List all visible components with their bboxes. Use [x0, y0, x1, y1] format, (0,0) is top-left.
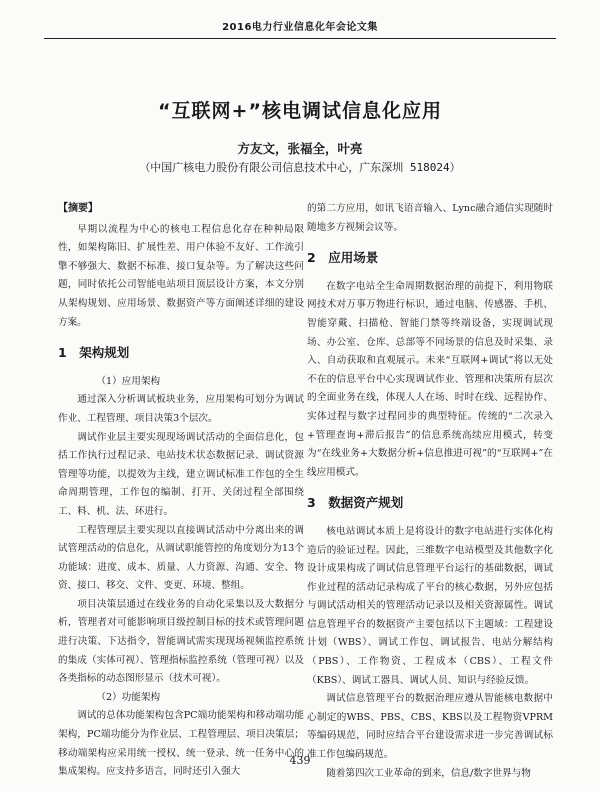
page-number: 439 [289, 754, 311, 767]
subsection-function-architecture: （2）功能架构 [96, 691, 161, 703]
section-2-heading: 2 应用场景 [307, 250, 379, 266]
section-2-paragraph: 在数字电站全生命周期数据治理的前提下，利用物联网技术对万事万物进行标识，通过电脑、传感器、手机、智能穿戴、扫描枪、智能门禁等终端设备，实现调试现场、办公室、仓库、总部等不同场景的信息及时采集、录入、自动获取和直观展示。未来“互联网+调试”将以无处不在的信息平台中心实现调试作业、管理和决策所有层次的全面业务在线，体现人人在场、时时在线、远程协作、实体过程与数字过程同步的典型特征。传统的“二次录入+管理查询+滞后报告”的信息系统高续应用模式，转变为“在线业务+大数据分析+信息推进可视”的“互联网+”在线应用模式。 [307, 280, 553, 478]
section-1-paragraph: 通过深入分析调试板块业务，应用架构可划分为调试作业、工程管理、项目决策3个层次。 [58, 394, 304, 424]
section-3-heading: 3 数据资产规划 [307, 495, 404, 511]
section-1-paragraph: 调试的总体功能架构包含PC端功能架构和移动端功能架构，PC端功能分为作业层、工程管理层、项目决策层；移动端架构应采用统一授权、统一登录、统一任务中心的集成架构。应支持多语言，同时还引入强大 [58, 710, 304, 778]
section-3-paragraph: 核电站调试本质上是将设计的数字电站进行实体化构造后的验证过程。因此，三维数字电站模型及其他数字化设计成果构成了调试信息管理平台运行的基础数据，调试作业过程的活动记录构成了平台的核心数据，另外应包括与调试活动相关的管理活动记录以及相关资源属性。调试信息管理平台的数据资产主要包括以下主题域：工程建设计划（WBS）、调试工作包、调试报告、电站分解结构（PBS）、工作物资、工程成本（CBS）、工程文件（KBS）、调试工器具、调试人员、知识与经验反馈。 [307, 525, 553, 686]
paper-authors: 方友文，张福全，叶亮 [237, 141, 363, 156]
left-column [58, 200, 304, 782]
section-3-paragraph: 随着第四次工业革命的到来，信息/数字世界与物 [326, 767, 531, 779]
abstract-text: 早期以流程为中心的核电工程信息化存在种种局限性，如架构陈旧、扩展性差、用户体验不友好、工作流引擎不够强大、数据不标准、接口复杂等。为了解决这些问题，同时依托公司智能电站项目顶层设计方案，本文分别从架构规划、应用场景、数据资产等方面阐述详细的建设方案。 [58, 223, 304, 328]
section-1-paragraph: 项目决策层通过在线业务的自动化采集以及大数据分析，管理者对可能影响项目级控制目标的技术或管理问题进行决策、下达指令，智能调试需实现现场视频监控系统的集成（实体可视）、管理指标监控系统（管理可视）以及各类指标的动态图形显示（技术可视）。 [58, 598, 304, 685]
running-header: 2016电力行业信息化年会论文集 [222, 22, 378, 33]
header-divider [44, 38, 556, 39]
right-column [307, 200, 553, 783]
paper-title: “互联网+”核电调试信息化应用 [158, 100, 442, 122]
section-3-paragraph: 调试信息管理平台的数据治理应遵从智能核电数据中心制定的WBS、PBS、CBS、KBS以及工程物资VPRM等编码规范，同时应结合平台建设需求进一步完善调试标准工作包编码规范。 [307, 693, 553, 761]
subsection-application-architecture: （1）应用架构 [96, 375, 161, 387]
section-1-paragraph: 工程管理层主要实现以直接调试活动中分离出来的调试管理活动的信息化，从调试职能管控的角度划分为13个功能域：进度、成本、质量、人力资源、沟通、安全、物资、接口、移交、文件、变更、环境、整组。 [58, 524, 304, 592]
section-1-paragraph: 调试作业层主要实现现场调试活动的全面信息化，包括工作执行过程记录、电站技术状态数据记录、调试资源管理等功能，以提效为主线，建立调试标准工作包的全生命周期管理，工作包的编制、打开、关闭过程全部围绕工、料、机、法、环进行。 [58, 431, 304, 517]
paper-affiliation: （中国广核电力股份有限公司信息技术中心，广东深圳 518024） [139, 161, 461, 174]
abstract-label: 【摘要】 [58, 203, 98, 214]
continued-paragraph: 的第二方应用，如讯飞语音输入、Lync融合通信实现随时随地多方视频会议等。 [307, 203, 553, 233]
section-1-heading: 1 架构规划 [58, 345, 130, 361]
